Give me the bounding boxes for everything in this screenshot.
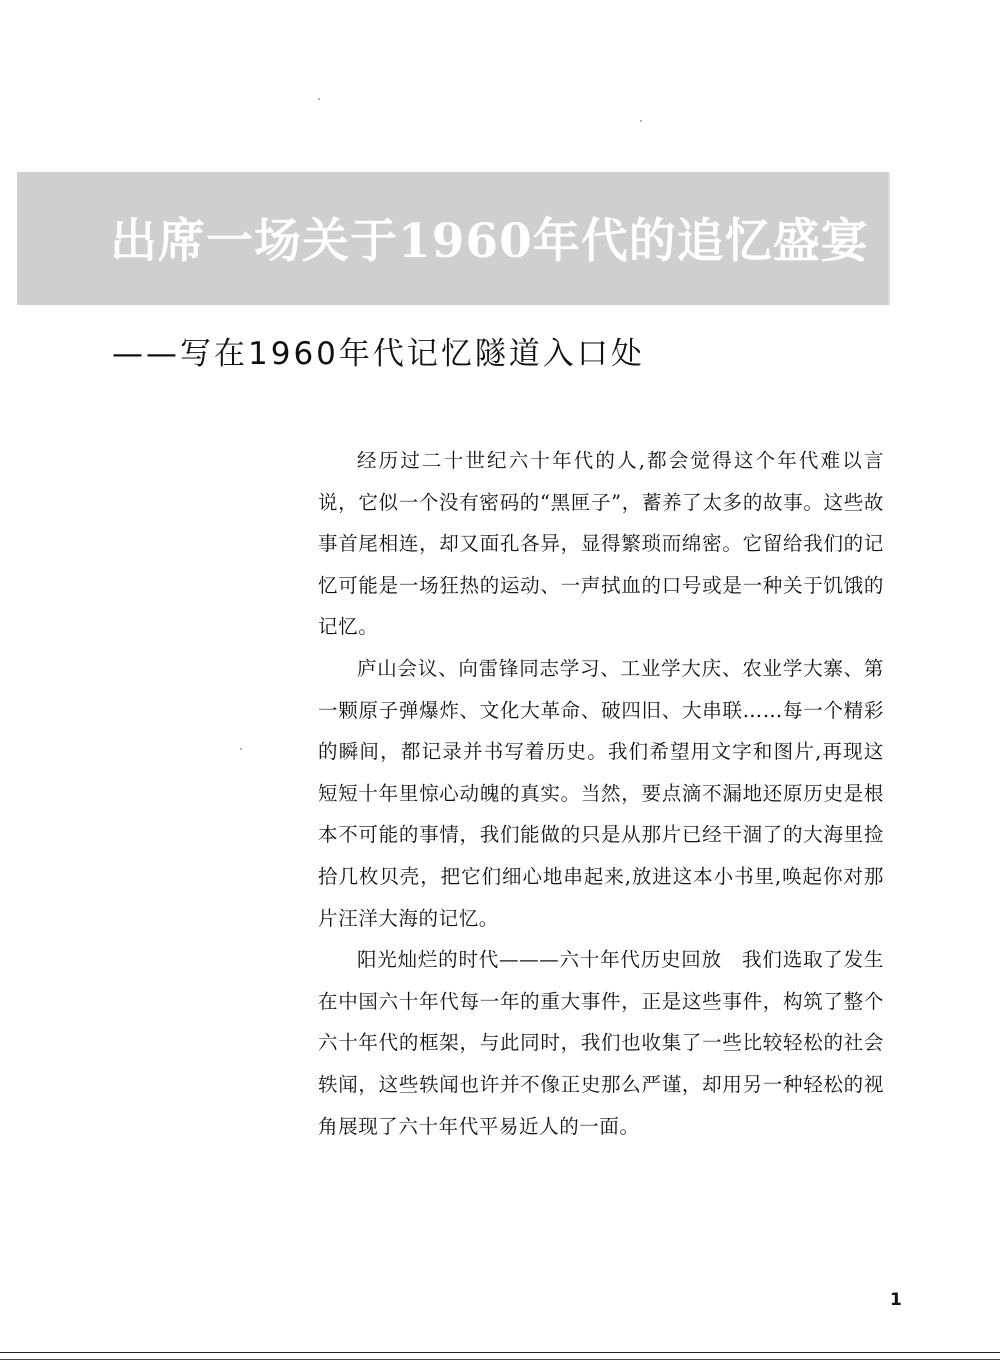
- chapter-subtitle: ——写在1960年代记忆隧道入口处: [112, 336, 645, 372]
- paragraph: 庐山会议、向雷锋同志学习、工业学大庆、农业学大寨、第一颗原子弹爆炸、文化大革命、破四旧、大串联……每一个精彩的瞬间，都记录并书写着历史。我们希望用文字和图片,再现这短短十年里惊心动魄的真实。当然，要点滴不漏地还原历史是根本不可能的事情，我们能做的只是从那片已经干涸了的大海里捡拾几枚贝壳，把它们细心地串起来,放进这本小书里,唤起你对那片汪洋大海的记忆。: [318, 656, 884, 930]
- paragraph: 经历过二十世纪六十年代的人,都会觉得这个年代难以言说，它似一个没有密码的“黑匣子”，蓄养了太多的故事。这些故事首尾相连，却又面孔各异，显得繁琐而绵密。它留给我们的记忆可能是一场狂热的运动、一声拭血的口号或是一种关于饥饿的记忆。: [318, 449, 884, 639]
- body-text: [318, 440, 884, 1147]
- paragraph: 阳光灿烂的时代———六十年代历史回放 我们选取了发生在中国六十年代每一年的重大事件，正是这些事件，构筑了整个六十年代的框架，与此同时，我们也收集了一些比较轻松的社会轶闻，这些轶闻也许并不像正史那么严谨，却用另一种轻松的视角展现了六十年代平易近人的一面。: [318, 948, 884, 1138]
- scan-speck: [318, 98, 320, 100]
- scan-speck: [240, 748, 242, 750]
- page-number: 1: [890, 1290, 902, 1310]
- footer-rule: [0, 1352, 1000, 1353]
- scan-speck: [640, 120, 642, 122]
- chapter-title: 出席一场关于1960年代的追忆盛宴: [110, 214, 869, 269]
- footer-rule: [0, 1359, 1000, 1360]
